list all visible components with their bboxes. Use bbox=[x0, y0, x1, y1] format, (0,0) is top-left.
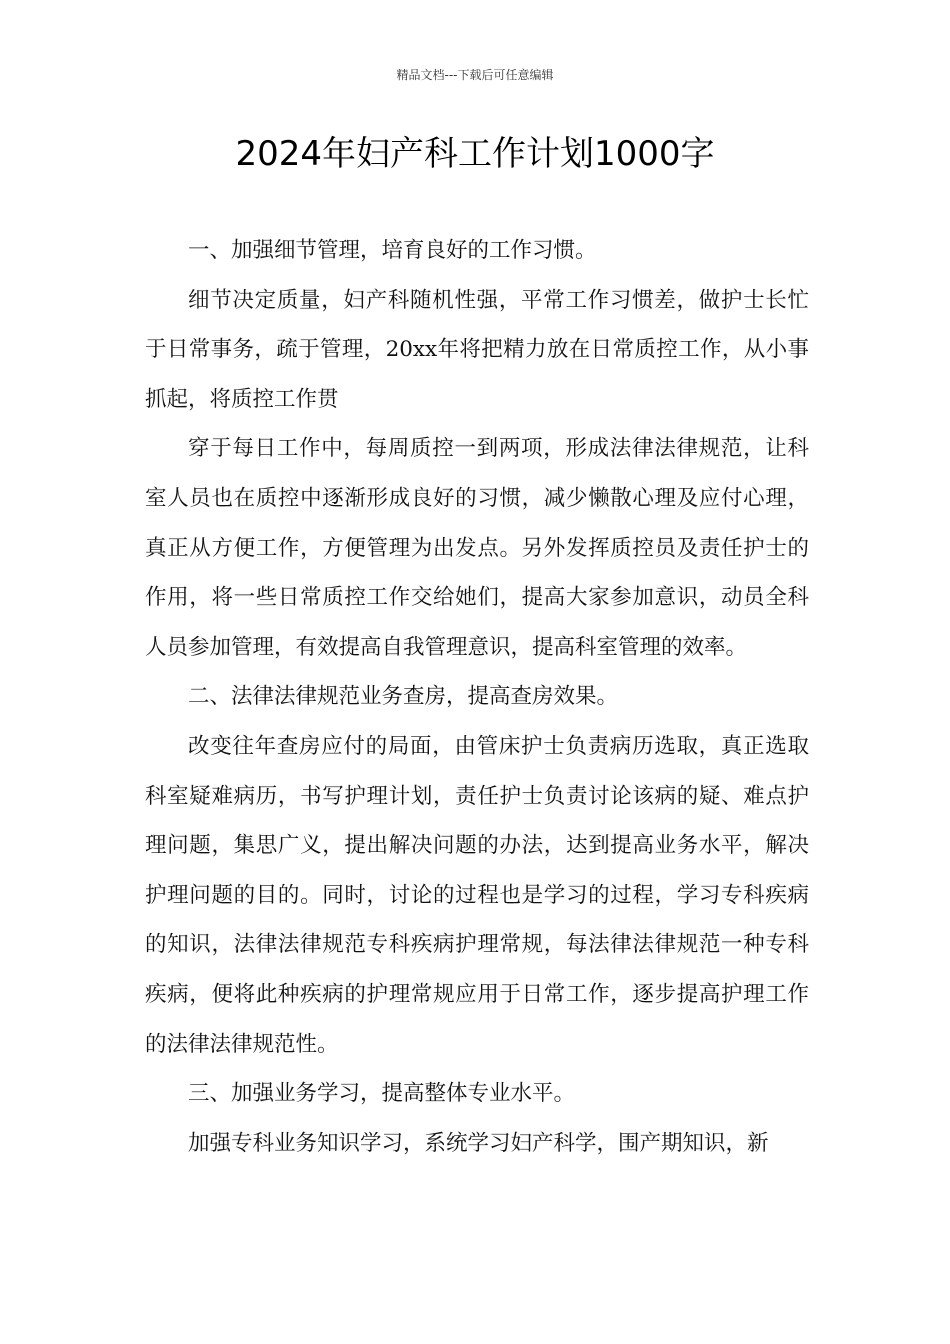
page-header: 精品文档---下载后可任意编辑 bbox=[396, 68, 554, 82]
paragraph: 加强专科业务知识学习，系统学习妇产科学，围产期知识，新 bbox=[188, 1130, 769, 1156]
paragraph: 改变往年查房应付的局面，由管床护士负责病历选取，真正选取科室疑难病历，书写护理计划，责任护士负责讨论该病的疑、难点护理问题，集思广义，提出解决问题的办法，达到提高业务水平，解决护理问题的目的。同时，讨论的过程也是学习的过程，学习专科疾病的知识，法律法律规范专科疾病护理常规，每法律法律规范一种专科疾病，便将此种疾病的护理常规应用于日常工作，逐步提高护理工作的法律法律规范性。 bbox=[145, 733, 809, 1057]
section-heading-3: 三、加强业务学习，提高整体专业水平。 bbox=[188, 1081, 576, 1107]
paragraph: 穿于每日工作中，每周质控一到两项，形成法律法律规范，让科室人员也在质控中逐渐形成良好的习惯，减少懒散心理及应付心理，真正从方便工作，方便管理为出发点。另外发挥质控员及责任护士的作用，将一些日常质控工作交给她们，提高大家参加意识，动员全科人员参加管理，有效提高自我管理意识，提高科室管理的效率。 bbox=[145, 436, 809, 660]
section-heading-2: 二、法律法律规范业务查房，提高查房效果。 bbox=[188, 684, 619, 710]
document-title: 2024年妇产科工作计划1000字 bbox=[235, 134, 715, 174]
paragraph: 细节决定质量，妇产科随机性强，平常工作习惯差，做护士长忙于日常事务，疏于管理，20xx年将把精力放在日常质控工作，从小事抓起，将质控工作贯 bbox=[145, 287, 809, 412]
section-heading-1: 一、加强细节管理，培育良好的工作习惯。 bbox=[188, 238, 597, 263]
document-body bbox=[145, 226, 809, 1168]
